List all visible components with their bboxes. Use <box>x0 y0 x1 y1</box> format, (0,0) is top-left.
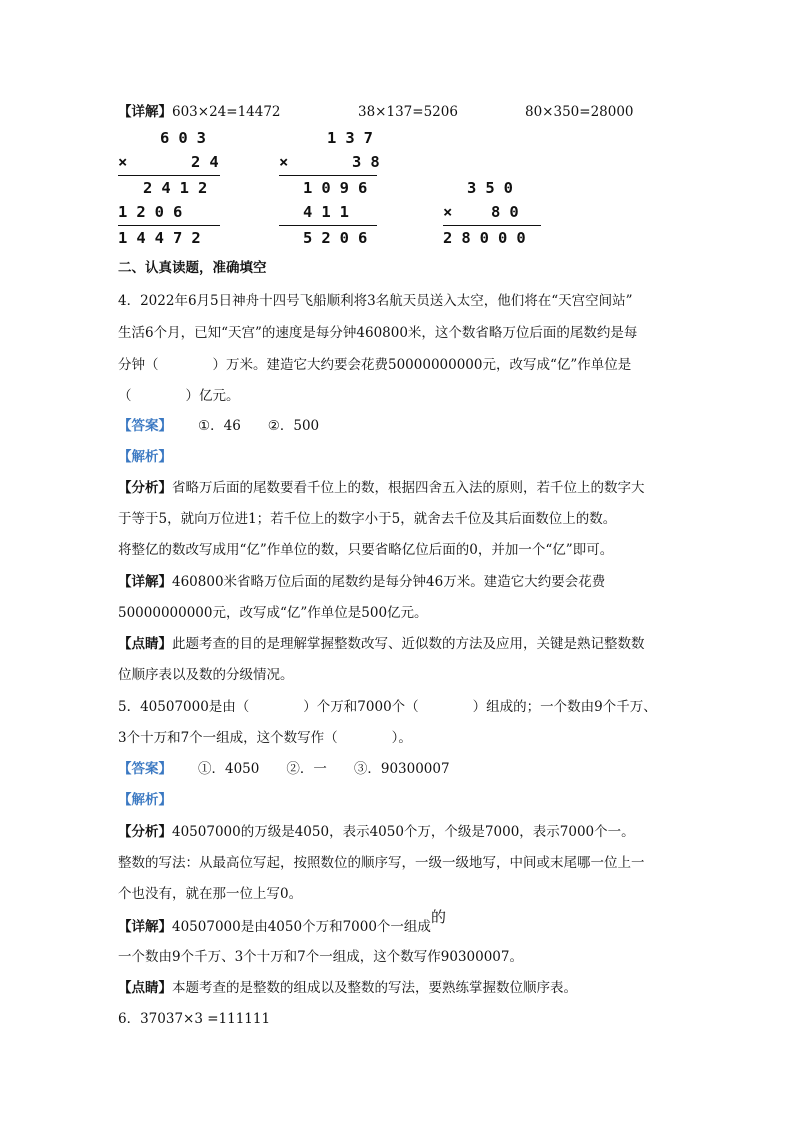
q5-answer <box>118 759 450 779</box>
calc1-rule-2 <box>118 225 220 226</box>
q5-dianjing-text-1: 本题考查的是整数的组成以及整数的写法，要熟练掌握数位顺序表。 <box>172 980 577 996</box>
calc3-top: 350 <box>467 179 522 197</box>
q4-answer-label: 【答案】 <box>118 418 172 434</box>
q4-line-4: （ ）亿元。 <box>118 388 240 404</box>
q4-dianjing-2: 位顺序表以及数的分级情况。 <box>118 667 294 683</box>
calc2-result: 5206 <box>303 229 377 247</box>
q5-xiangjie-text-1: 40507000是由4050个万和7000个一组成 <box>172 919 431 935</box>
q4-fenxi-3: 将整亿的数改写成用“亿”作单位的数，只要省略亿位后面的0，并加一个“亿”即可。 <box>118 542 614 558</box>
q4-jiexi: 【解析】 <box>118 449 172 465</box>
calc2-mult: 38 <box>352 153 389 171</box>
section-2-title: 二、认真读题，准确填空 <box>118 260 267 276</box>
calc1-rule-1 <box>118 175 220 176</box>
calc1-result: 14472 <box>118 229 210 247</box>
q5-line-2: 3个十万和7个一组成，这个数写作（ ）。 <box>118 730 412 746</box>
calc2-top: 137 <box>327 129 382 147</box>
q5-jiexi: 【解析】 <box>118 792 172 808</box>
q4-xiangjie-label: 【详解】 <box>118 574 172 590</box>
calc1-mult: 24 <box>191 153 228 171</box>
q6-line-1: 6．37037×3 =111111 <box>118 1011 271 1027</box>
q4-dianjing-text-1: 此题考查的目的是理解掌握整数改写、近似数的方法及应用，关键是熟记整数数 <box>172 636 645 652</box>
q5-line-1: 5．40507000是由（ ）个万和7000个（ ）组成的；一个数由9个千万、 <box>118 699 657 715</box>
q4-line-1: 4．2022年6月5日神舟十四号飞船顺利将3名航天员送入太空，他们将在“天宫空间站” <box>118 293 633 309</box>
calc2-partial-2: 411 <box>303 203 358 221</box>
q5-answer-label: 【答案】 <box>118 761 172 777</box>
calc2-rule-1 <box>279 175 377 176</box>
detail-header <box>118 102 281 122</box>
q4-fenxi-2: 于等于5，就向万位进1；若千位上的数字小于5，就舍去千位及其后面数位上的数。 <box>118 511 617 527</box>
calc3-result: 28000 <box>443 229 535 247</box>
q4-xiangjie-2: 50000000000元，改写成“亿”作单位是500亿元。 <box>118 605 428 621</box>
calc1-partial-1: 2412 <box>143 179 217 197</box>
calc1-op: × <box>118 153 137 171</box>
q4-fenxi-text-1: 省略万后面的尾数要看千位上的数，根据四舍五入法的原则，若千位上的数字大 <box>172 480 645 496</box>
q4-xiangjie-1 <box>118 572 605 592</box>
q5-answer-text: ①．4050 ②．一 ③．90300007 <box>198 761 450 777</box>
q5-xiangjie-1 <box>118 908 446 937</box>
calc2-partial-1: 1096 <box>303 179 377 197</box>
calc3-op: × <box>443 203 462 221</box>
q5-fenxi-3: 个也没有，就在那一位上写0。 <box>118 886 303 902</box>
q4-fenxi-1 <box>118 478 645 498</box>
q4-answer <box>118 416 319 436</box>
q4-dianjing-label: 【点睛】 <box>118 636 172 652</box>
q5-fenxi-1 <box>118 822 635 842</box>
vertical-calc-3 <box>443 177 563 252</box>
vertical-calc-2 <box>279 127 389 252</box>
calc3-mult: 80 <box>491 203 528 221</box>
calc1-text: 603×24=14472 <box>172 104 281 120</box>
calc3-rule <box>443 225 541 226</box>
calc2-op: × <box>279 153 298 171</box>
detail-label: 【详解】 <box>118 104 172 120</box>
q4-dianjing-1 <box>118 634 645 654</box>
q5-dianjing-1 <box>118 978 577 998</box>
q4-xiangjie-text-1: 460800米省略万位后面的尾数约是每分钟46万米。建造它大约要会花费 <box>172 574 606 590</box>
calc2-text: 38×137=5206 <box>358 104 458 120</box>
q5-fenxi-text-1: 40507000的万级是4050，表示4050个万，个级是7000，表示7000个一。 <box>172 824 635 840</box>
calc1-partial-2: 1206 <box>118 203 192 221</box>
q5-fenxi-2: 整数的写法：从最高位写起，按照数位的顺序写，一级一级地写，中间或末尾哪一位上一 <box>118 855 645 871</box>
calc3-text: 80×350=28000 <box>525 104 634 120</box>
q4-line-3: 分钟（ ）万米。建造它大约要会花费50000000000元，改写成“亿”作单位是 <box>118 357 632 373</box>
q5-xiangjie-label: 【详解】 <box>118 919 172 935</box>
q5-xiangjie-2: 一个数由9个千万、3个十万和7个一组成，这个数写作90300007。 <box>118 949 523 965</box>
q4-line-2: 生活6个月，已知“天宫”的速度是每分钟460800米，这个数省略万位后面的尾数约是每 <box>118 325 638 341</box>
calc1-top: 603 <box>160 129 215 147</box>
vertical-calc-1 <box>118 127 228 252</box>
q5-dianjing-label: 【点睛】 <box>118 980 172 996</box>
q4-answer-text: ①．46 ②．500 <box>198 418 320 434</box>
q5-xiangjie-de: 的 <box>430 908 446 926</box>
q5-fenxi-label: 【分析】 <box>118 824 172 840</box>
calc2-rule-2 <box>279 225 377 226</box>
q4-fenxi-label: 【分析】 <box>118 480 172 496</box>
